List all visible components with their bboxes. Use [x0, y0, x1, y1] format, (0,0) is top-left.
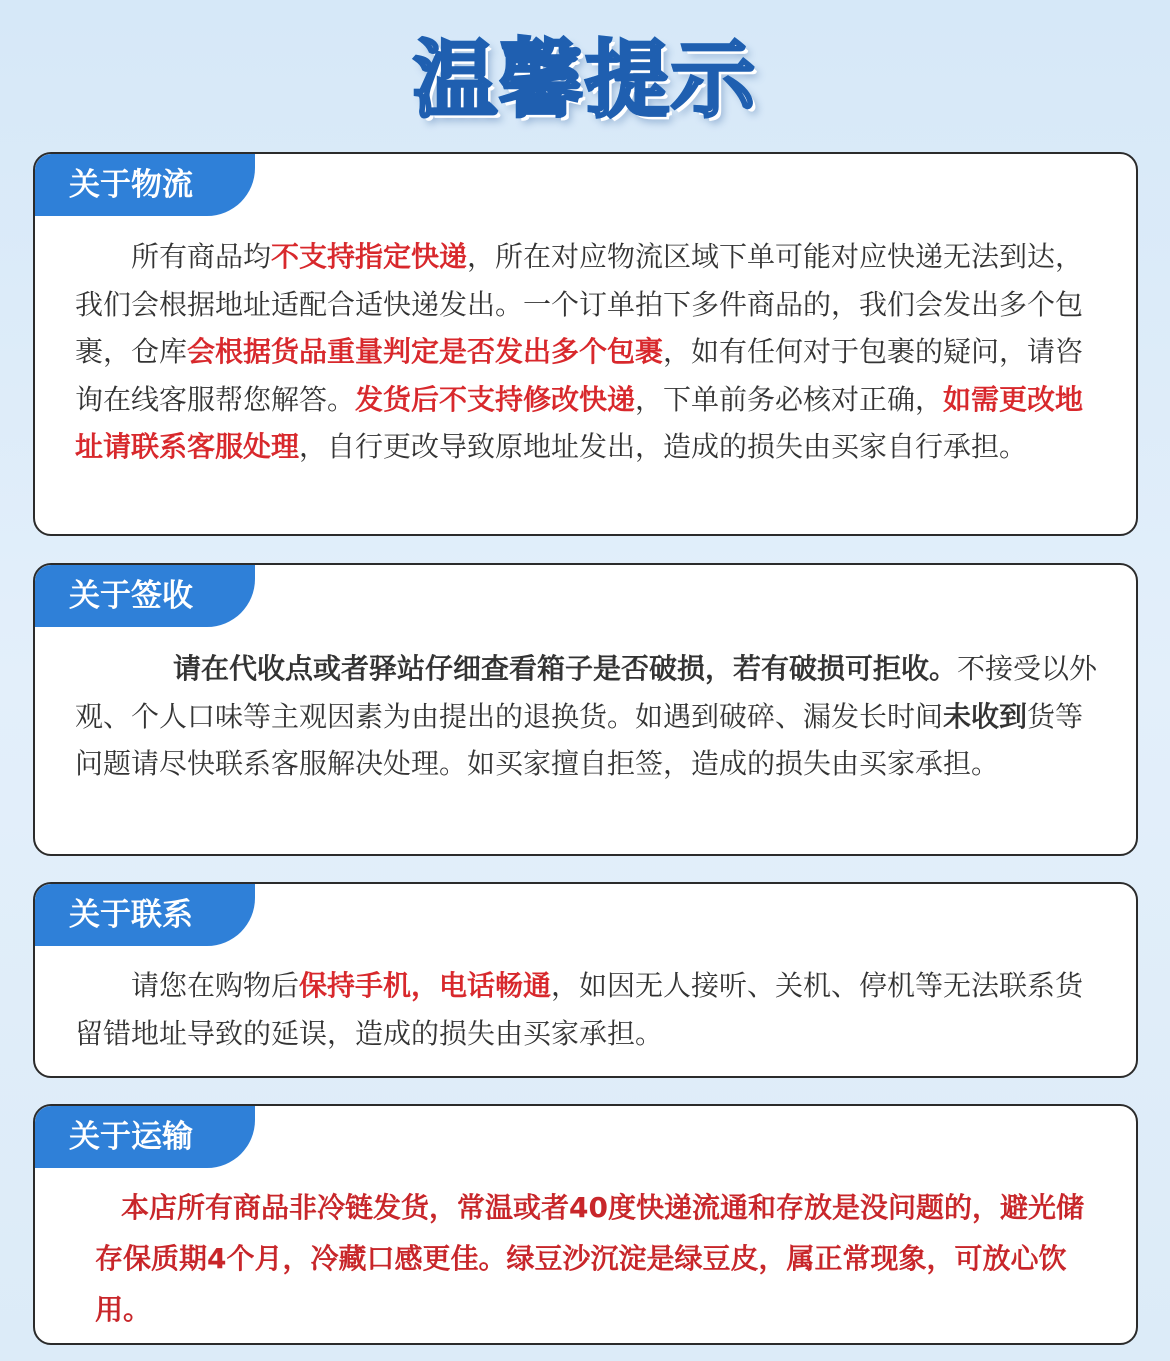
logistics-text: [75, 233, 1106, 471]
logistics-highlight-1: 不支持指定快递: [271, 240, 468, 273]
signing-text-3: 货等问题请尽快联系客服解决处理。如买家擅自拒签，造成的损失由买家承担。: [75, 699, 1084, 780]
logistics-highlight-3: 发货后不支持修改快递: [355, 382, 636, 416]
logistics-heading: 关于物流: [35, 154, 255, 216]
contact-text: [75, 962, 1106, 1057]
transport-text-1: 本店所有商品非冷链发货，常温或者40度快递流通和存放是没问题的，避光储存保质期4个月，冷藏口感更佳。绿豆沙沉淀是绿豆皮，属正常现象，可放心饮用。: [95, 1191, 1084, 1326]
logistics-text-1: 所有商品均: [131, 240, 272, 273]
logistics-highlight-4: 如需更改地址请联系客服处理: [75, 382, 1084, 463]
contact-text-2: ，如因无人接听、关机、停机等无法联系货留错地址导致的延误，造成的损失由买家承担。: [75, 969, 1084, 1050]
transport-card: [33, 1104, 1138, 1345]
logistics-text-3: ，如有任何对于包裹的疑问，请咨询在线客服帮您解答。: [75, 335, 1084, 416]
signing-text-1: 请在代收点或者驿站仔细查看箱子是否破损，若有破损可拒收。: [173, 652, 958, 685]
signing-card: [33, 563, 1138, 856]
signing-highlight-1: 未收到: [943, 699, 1028, 733]
signing-text: [75, 645, 1106, 788]
page-title-banner: [0, 18, 1170, 128]
logistics-card: [33, 152, 1138, 536]
contact-heading: 关于联系: [35, 884, 255, 946]
logistics-text-5: ，自行更改导致原地址发出，造成的损失由买家自行承担。: [299, 430, 1028, 463]
page-title: 温馨提示: [413, 13, 757, 134]
logistics-text-2: ，所在对应物流区域下单可能对应快递无法到达，我们会根据地址适配合适快递发出。一个订单拍下多件商品的，我们会发出多个包裹，仓库: [75, 240, 1084, 368]
signing-heading: 关于签收: [35, 565, 255, 627]
contact-card: [33, 882, 1138, 1078]
signing-text-2: 不接受以外观、个人口味等主观因素为由提出的退换货。如遇到破碎、漏发长时间: [75, 652, 1098, 733]
contact-text-1: 请您在购物后: [131, 969, 300, 1002]
contact-highlight-1: 保持手机，电话畅通: [299, 969, 552, 1002]
logistics-highlight-2: 会根据货品重量判定是否发出多个包裹: [187, 335, 664, 368]
transport-text: [95, 1182, 1106, 1335]
transport-heading: 关于运输: [35, 1106, 255, 1168]
logistics-text-4: ，下单前务必核对正确，: [635, 382, 944, 416]
